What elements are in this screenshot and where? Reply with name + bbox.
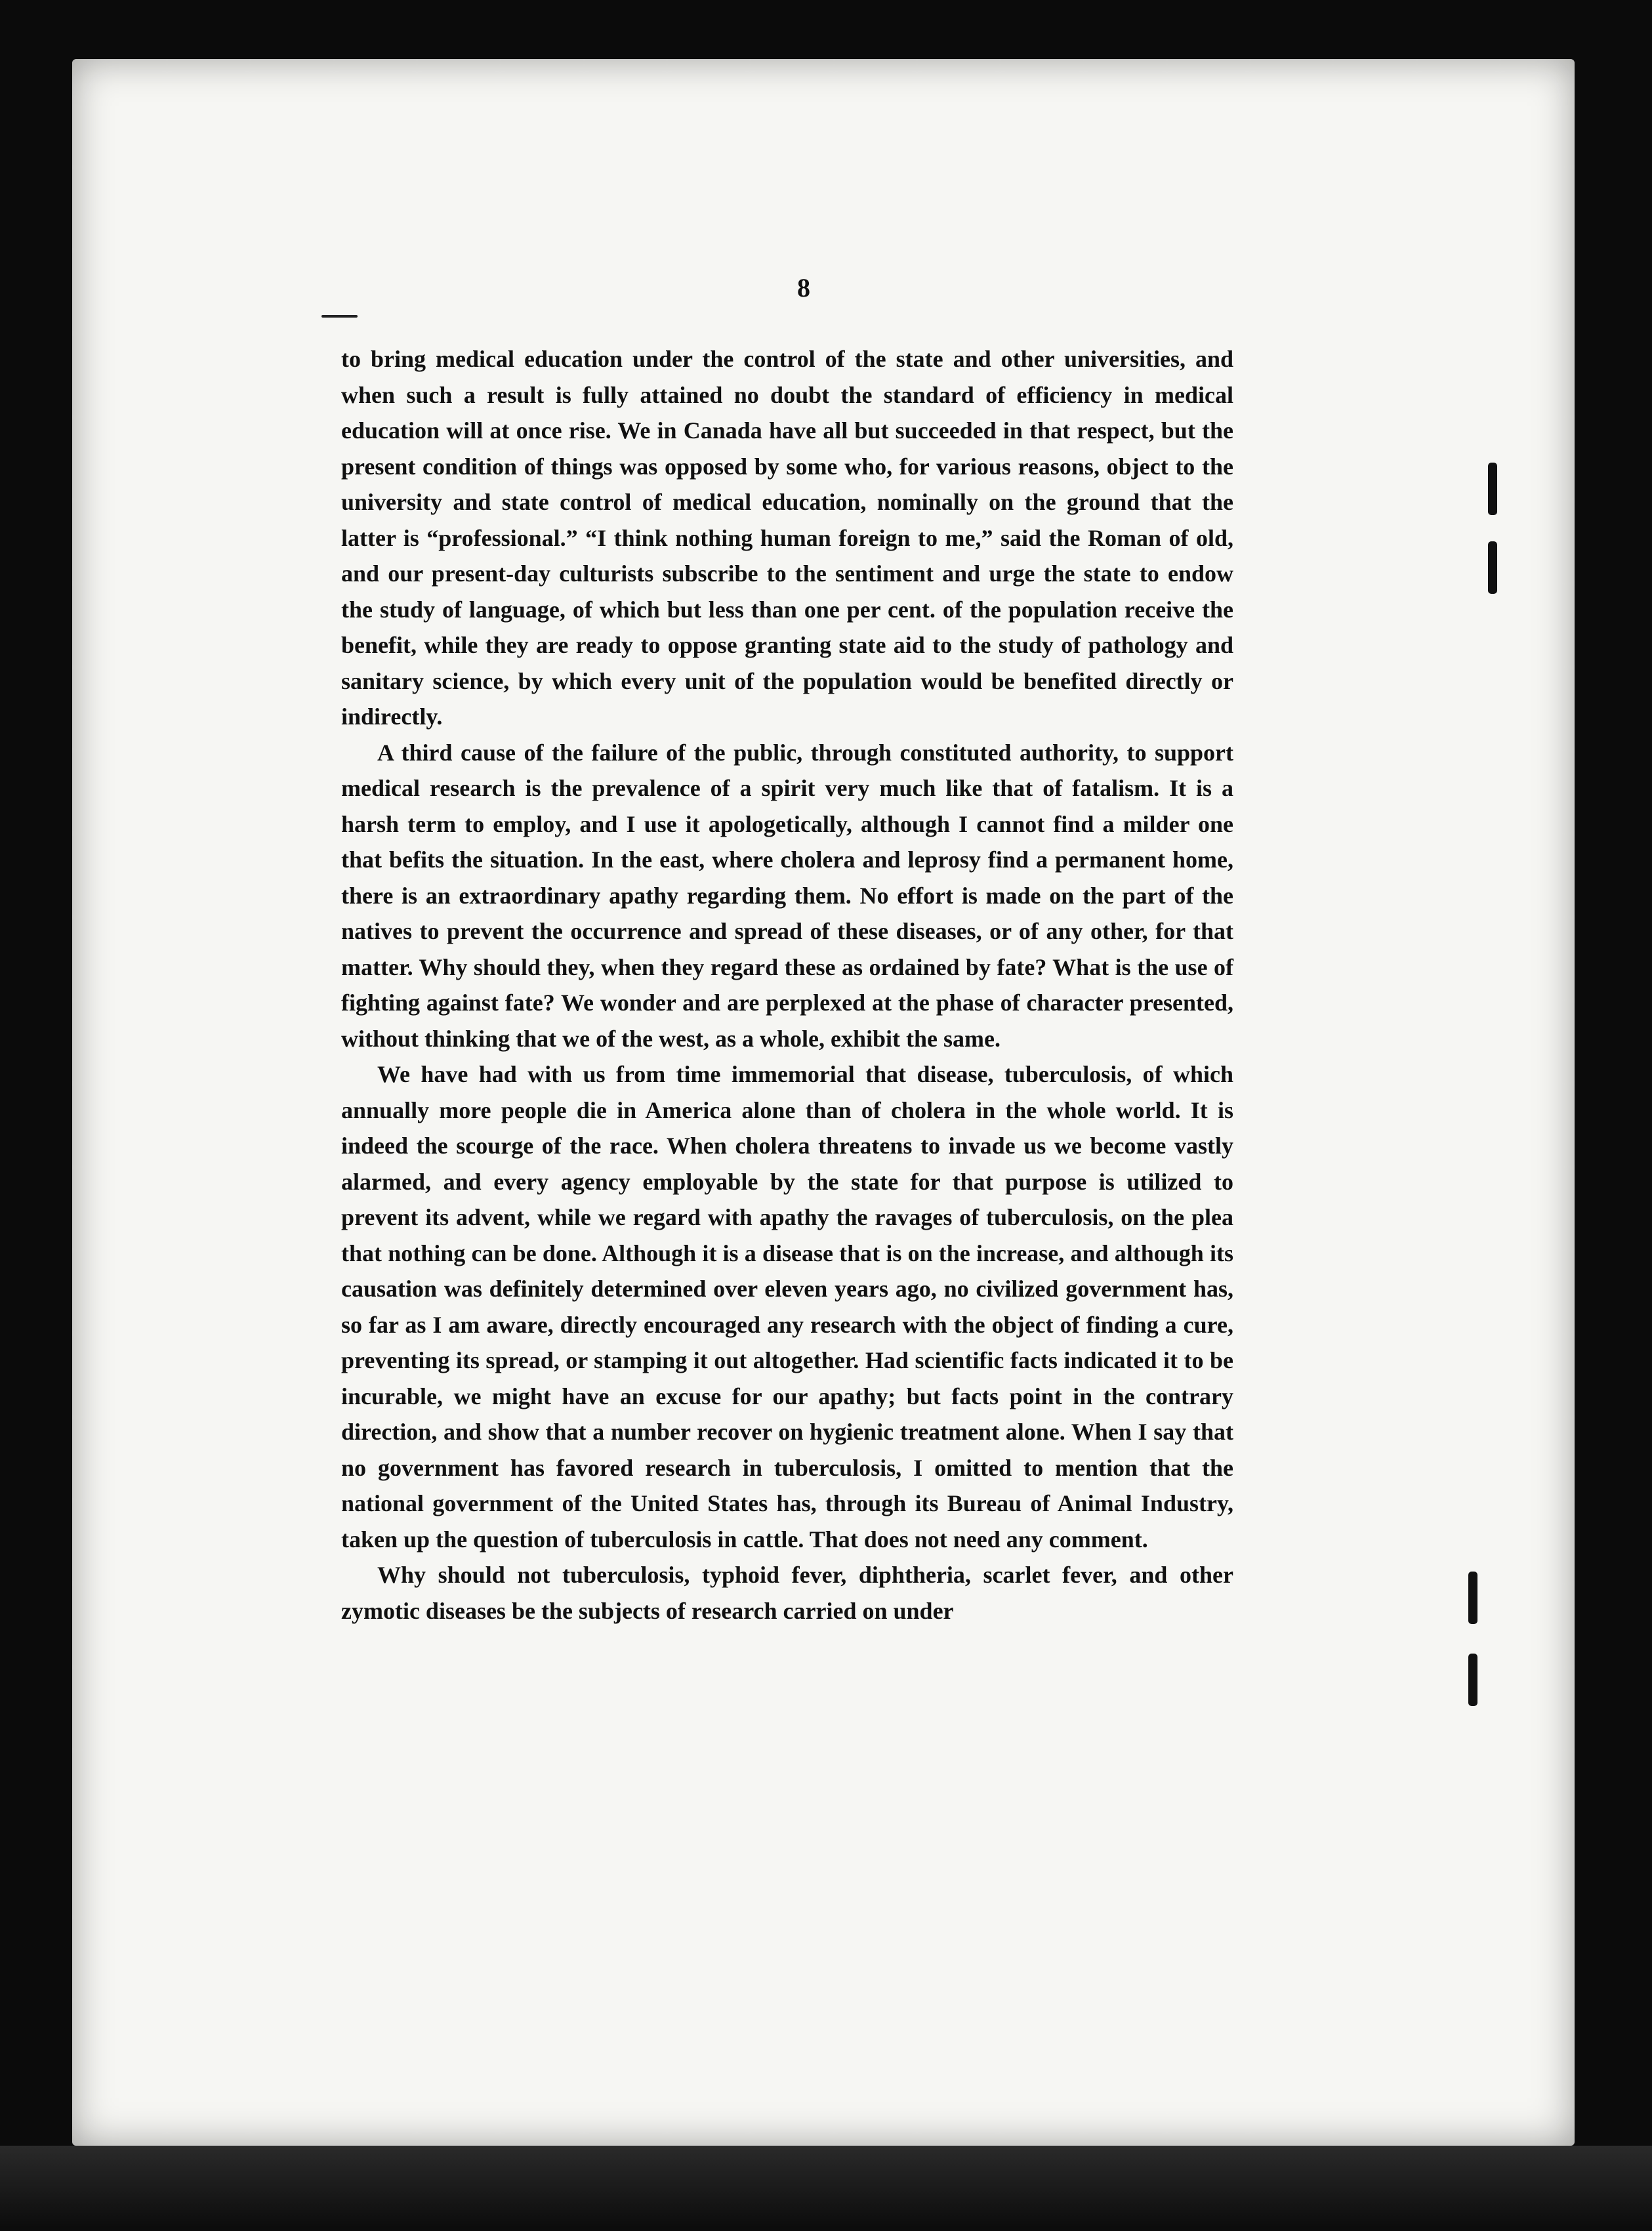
pen-stroke <box>321 315 358 318</box>
margin-mark <box>1468 1654 1477 1706</box>
body-text <box>341 341 1233 1629</box>
margin-mark <box>1488 541 1497 594</box>
scan-border <box>0 2146 1652 2231</box>
paragraph: to bring medical education under the control of the state and other universities, and when such a result is fully attained no doubt the standard of efficiency in medical education will at once rise. We in Canada have all but succeeded in that respect, but the present condition of things was opposed by some who, for various reasons, object to the university and state control of medical education, nominally on the ground that the latter is “professional.” “I think nothing human foreign to me,” said the Roman of old, and our present-day culturists subscribe to the sentiment and urge the state to endow the study of language, of which but less than one per cent. of the population receive the benefit, while they are ready to oppose granting state aid to the study of pathology and sanitary science, by which every unit of the population would be benefited directly or indirectly. <box>341 346 1233 730</box>
margin-mark <box>1468 1572 1477 1624</box>
paragraph: We have had with us from time immemorial that disease, tuberculosis, of which annually more people die in America alone than of cholera in the whole world. It is indeed the scourge of the race. When cholera threatens to invade us we become vastly alarmed, and every agency employable by the state for that purpose is utilized to prevent its advent, while we regard with apathy the ravages of tuberculosis, on the plea that nothing can be done. Although it is a disease that is on the increase, and although its causation was definitely determined over eleven years ago, no civilized government has, so far as I am aware, directly encouraged any research with the object of finding a cure, preventing its spread, or stamping it out altogether. Had scientific facts indicated it to be incurable, we might have an excuse for our apathy; but facts point in the contrary direction, and show that a number recover on hygienic treatment alone. When I say that no government has favored research in tuberculosis, I omitted to mention that the national government of the United States has, through its Bureau of Animal Industry, taken up the question of tuberculosis in cattle. That does not need any comment. <box>341 1061 1233 1553</box>
paragraph: Why should not tuberculosis, typhoid fever, diphtheria, scarlet fever, and other zymotic diseases be the subjects of research carried on under <box>341 1562 1233 1624</box>
margin-mark <box>1488 463 1497 515</box>
paragraph: A third cause of the failure of the public, through constituted authority, to support medical research is the prevalence of a spirit very much like that of fatalism. It is a harsh term to employ, and I use it apologetically, although I cannot find a milder one that befits the situation. In the east, where cholera and leprosy find a permanent home, there is an extraordinary apathy regarding them. No effort is made on the part of the natives to prevent the occurrence and spread of these diseases, or of any other, for that matter. Why should they, when they regard these as ordained by fate? What is the use of fighting against fate? We wonder and are perplexed at the phase of character presented, without thinking that we of the west, as a whole, exhibit the same. <box>341 739 1233 1052</box>
page-number: 8 <box>797 273 810 302</box>
